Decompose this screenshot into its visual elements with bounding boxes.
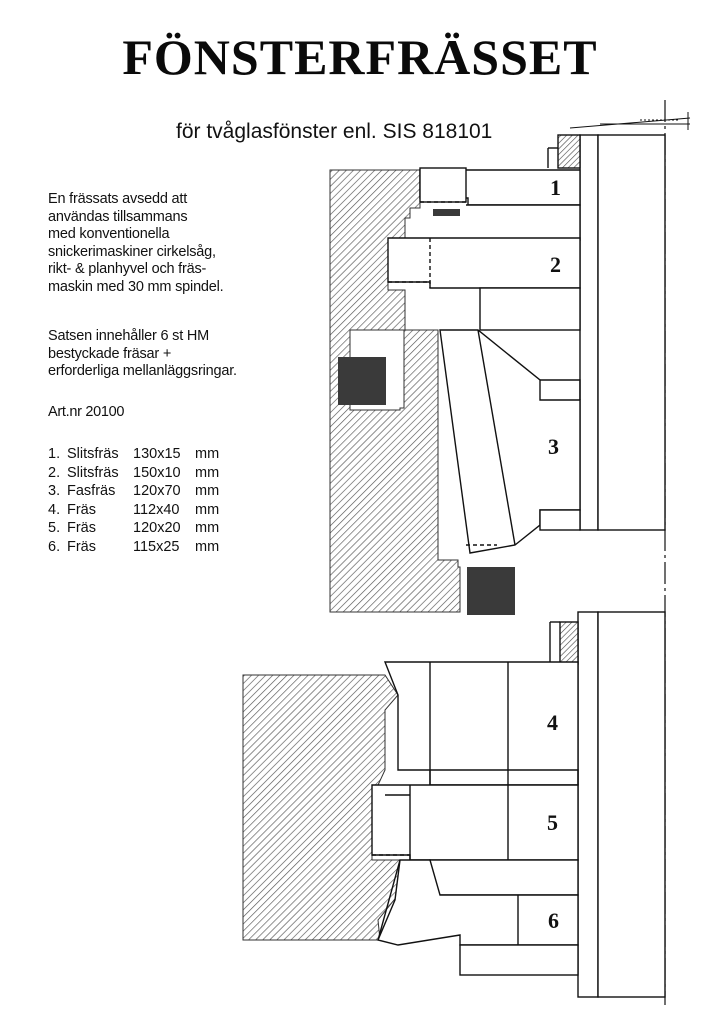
description-line: användas tillsammans [48, 208, 188, 225]
part-unit: mm [195, 464, 220, 481]
part-unit: mm [195, 501, 220, 518]
cutter-label-3: 3 [548, 434, 559, 459]
cutter-label-2: 2 [550, 252, 561, 277]
description-line: snickerimaskiner cirkelsåg, [48, 243, 216, 260]
part-dimension: 115x25 [133, 538, 180, 555]
article-number: Art.nr 20100 [48, 404, 125, 420]
part-number: 6. [48, 538, 61, 555]
part-unit: mm [195, 520, 220, 537]
part-dimension: 120x20 [133, 520, 181, 537]
dark-bar [433, 209, 460, 216]
description-line: med konventionella [48, 226, 170, 242]
description-line: En frässats avsedd att [48, 191, 188, 207]
cutter-label-5: 5 [547, 810, 558, 835]
part-name: Slitsfräs [67, 446, 119, 462]
cutter-label-4: 4 [547, 710, 558, 735]
contents-line: bestyckade fräsar + [48, 345, 172, 362]
contents-line: Satsen innehåller 6 st HM [48, 328, 210, 344]
part-name: Slitsfräs [67, 464, 119, 481]
part-name: Fasfräs [67, 483, 116, 500]
lower-cutter-stack [372, 612, 665, 997]
part-unit: mm [195, 483, 220, 500]
part-name: Fräs [67, 501, 96, 518]
part-number: 2. [48, 464, 61, 481]
page-subtitle: för tvåglasfönster enl. SIS 818101 [176, 120, 493, 143]
part-name: Fräs [67, 520, 96, 537]
description-line: maskin med 30 mm spindel. [48, 278, 224, 295]
part-unit: mm [195, 538, 220, 555]
description-line: rikt- & planhyvel och fräs- [48, 261, 207, 277]
part-number: 3. [48, 483, 61, 500]
cutter-label-6: 6 [548, 908, 559, 933]
part-number: 5. [48, 520, 61, 537]
part-dimension: 130x15 [133, 446, 181, 462]
part-number: 4. [48, 501, 61, 518]
part-name: Fräs [67, 538, 96, 555]
page-title: FÖNSTERFRÄSSET [122, 29, 598, 85]
dark-block [338, 357, 386, 405]
part-dimension: 120x70 [133, 483, 181, 500]
cutter-label-1: 1 [550, 175, 561, 200]
part-dimension: 112x40 [133, 501, 180, 518]
part-unit: mm [195, 446, 220, 462]
dark-block [467, 567, 515, 615]
spindle-marker [570, 112, 690, 130]
part-number: 1. [48, 446, 61, 462]
contents-line: erforderliga mellanläggsringar. [48, 363, 237, 379]
part-dimension: 150x10 [133, 464, 181, 481]
